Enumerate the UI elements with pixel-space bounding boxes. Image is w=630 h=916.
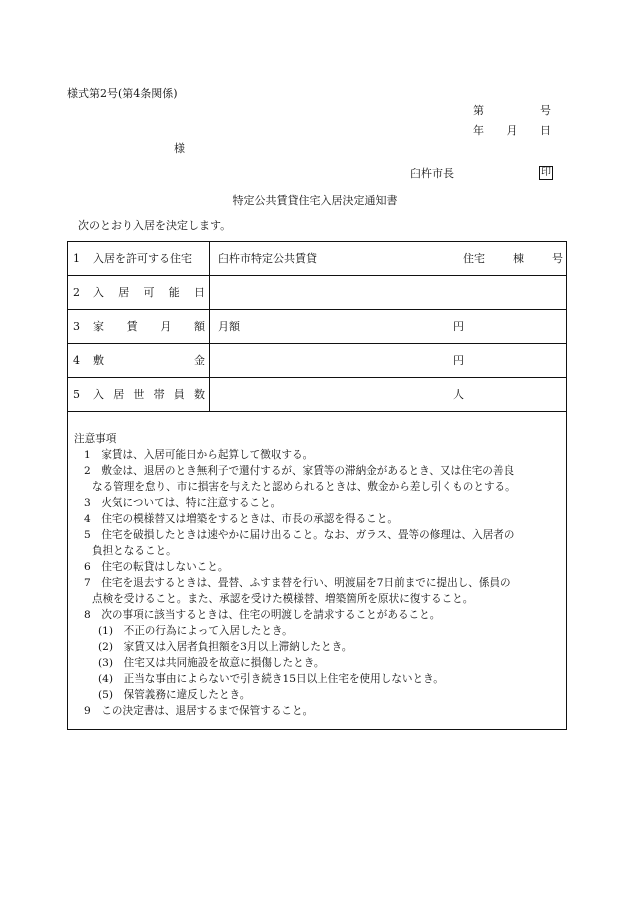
table-row [68,344,566,378]
label-char: 賃 [126,320,138,333]
label-char: 帯 [153,388,165,401]
row-number: 5 [73,388,80,401]
label-char: 居 [113,388,125,401]
number-prefix: 第 [473,104,484,117]
label-char: 敷 [93,354,104,367]
seal-mark: 印 [541,167,551,178]
label-char: 世 [133,388,145,401]
unit-number-label: 号 [552,252,563,265]
note-line: 3 火気については、特に注意すること。 [84,497,282,509]
building-label: 棟 [513,252,524,265]
form-identifier: 様式第2号(第4条関係) [67,87,178,100]
label-char: 月 [160,320,172,333]
unit-label: 円 [453,320,464,333]
housing-label: 住宅 [463,252,485,265]
note-line: 8 次の事項に該当するときは、住宅の明渡しを請求することがあること。 [84,609,441,621]
date-line [473,124,551,138]
row-label [93,286,205,300]
label-char: 家 [93,320,104,333]
note-line: 点検を受けること。また、承認を受けた模様替、増築箇所を原状に復すること。 [92,593,474,605]
notes-heading: 注意事項 [74,433,117,445]
note-subitem: (5) 保管義務に違反したとき。 [98,689,251,701]
row-value: 月額 [218,320,240,333]
label-char: 入 [93,286,104,299]
label-char: 能 [168,286,180,299]
date-day: 日 [540,124,551,137]
note-line: 2 敷金は、退居のとき無利子で還付するが、家賃等の滞納金があるとき、又は住宅の善良 [84,465,515,477]
label-char: 金 [194,354,205,367]
note-line: 1 家賃は、入居可能日から起算して徴収する。 [84,449,314,461]
row-number: 1 [73,252,80,265]
label-char: 居 [118,286,130,299]
label-char: 員 [173,388,185,401]
document-title: 特定公共賃貸住宅入居決定通知書 [232,194,398,207]
table-row [68,242,566,276]
row-number: 2 [73,286,80,299]
row-label [93,388,205,402]
row-label [93,320,205,334]
date-month: 月 [506,124,518,137]
label-char: 額 [193,320,205,333]
note-subitem: (4) 正当な事由によらないで引き続き15日以上住宅を使用しないとき。 [98,673,444,685]
row-number: 4 [73,354,80,367]
date-year: 年 [473,124,484,137]
label-char: 数 [193,388,205,401]
document-number-line [473,104,551,118]
number-suffix: 号 [540,104,551,117]
row-number: 3 [73,320,80,333]
note-line: 負担となること。 [92,545,177,557]
note-line: 5 住宅を破損したときは速やかに届け出ること。なお、ガラス、畳等の修理は、入居者の [84,529,515,541]
note-line: 4 住宅の模様替又は増築をするときは、市長の承認を得ること。 [84,513,398,525]
row-value: 臼杵市特定公共賃貸 [218,252,317,265]
table-row [68,378,566,411]
issuer-name: 臼杵市長 [410,167,454,180]
note-line: 7 住宅を退去するときは、畳替、ふすま替を行い、明渡届を7日前までに提出し、係員の [84,577,511,589]
addressee-suffix: 様 [174,142,185,155]
note-line: なる管理を怠り、市に損害を与えたと認められるときは、敷金から差し引くものとする。 [92,481,516,493]
label-char: 入 [93,388,104,401]
table-row [68,310,566,344]
intro-text: 次のとおり入居を決定します。 [78,219,232,232]
notes-box [67,412,567,730]
note-subitem: (3) 住宅又は共同施設を故意に損傷したとき。 [98,657,325,669]
housing-unit-fields [463,252,563,266]
row-label [93,354,205,368]
note-subitem: (1) 不正の行為によって入居したとき。 [98,625,293,637]
note-line: 9 この決定書は、退居するまで保管すること。 [84,705,314,717]
label-char: 日 [194,286,205,299]
note-subitem: (2) 家賃又は入居者負担額を3月以上滞納したとき。 [98,641,353,653]
unit-label: 人 [453,388,464,401]
note-line: 6 住宅の転貸はしないこと。 [84,561,229,573]
label-char: 可 [143,286,155,299]
row-label: 入居を許可する住宅 [93,252,192,265]
table-row [68,276,566,310]
unit-label: 円 [453,354,464,367]
decision-table [67,241,567,412]
